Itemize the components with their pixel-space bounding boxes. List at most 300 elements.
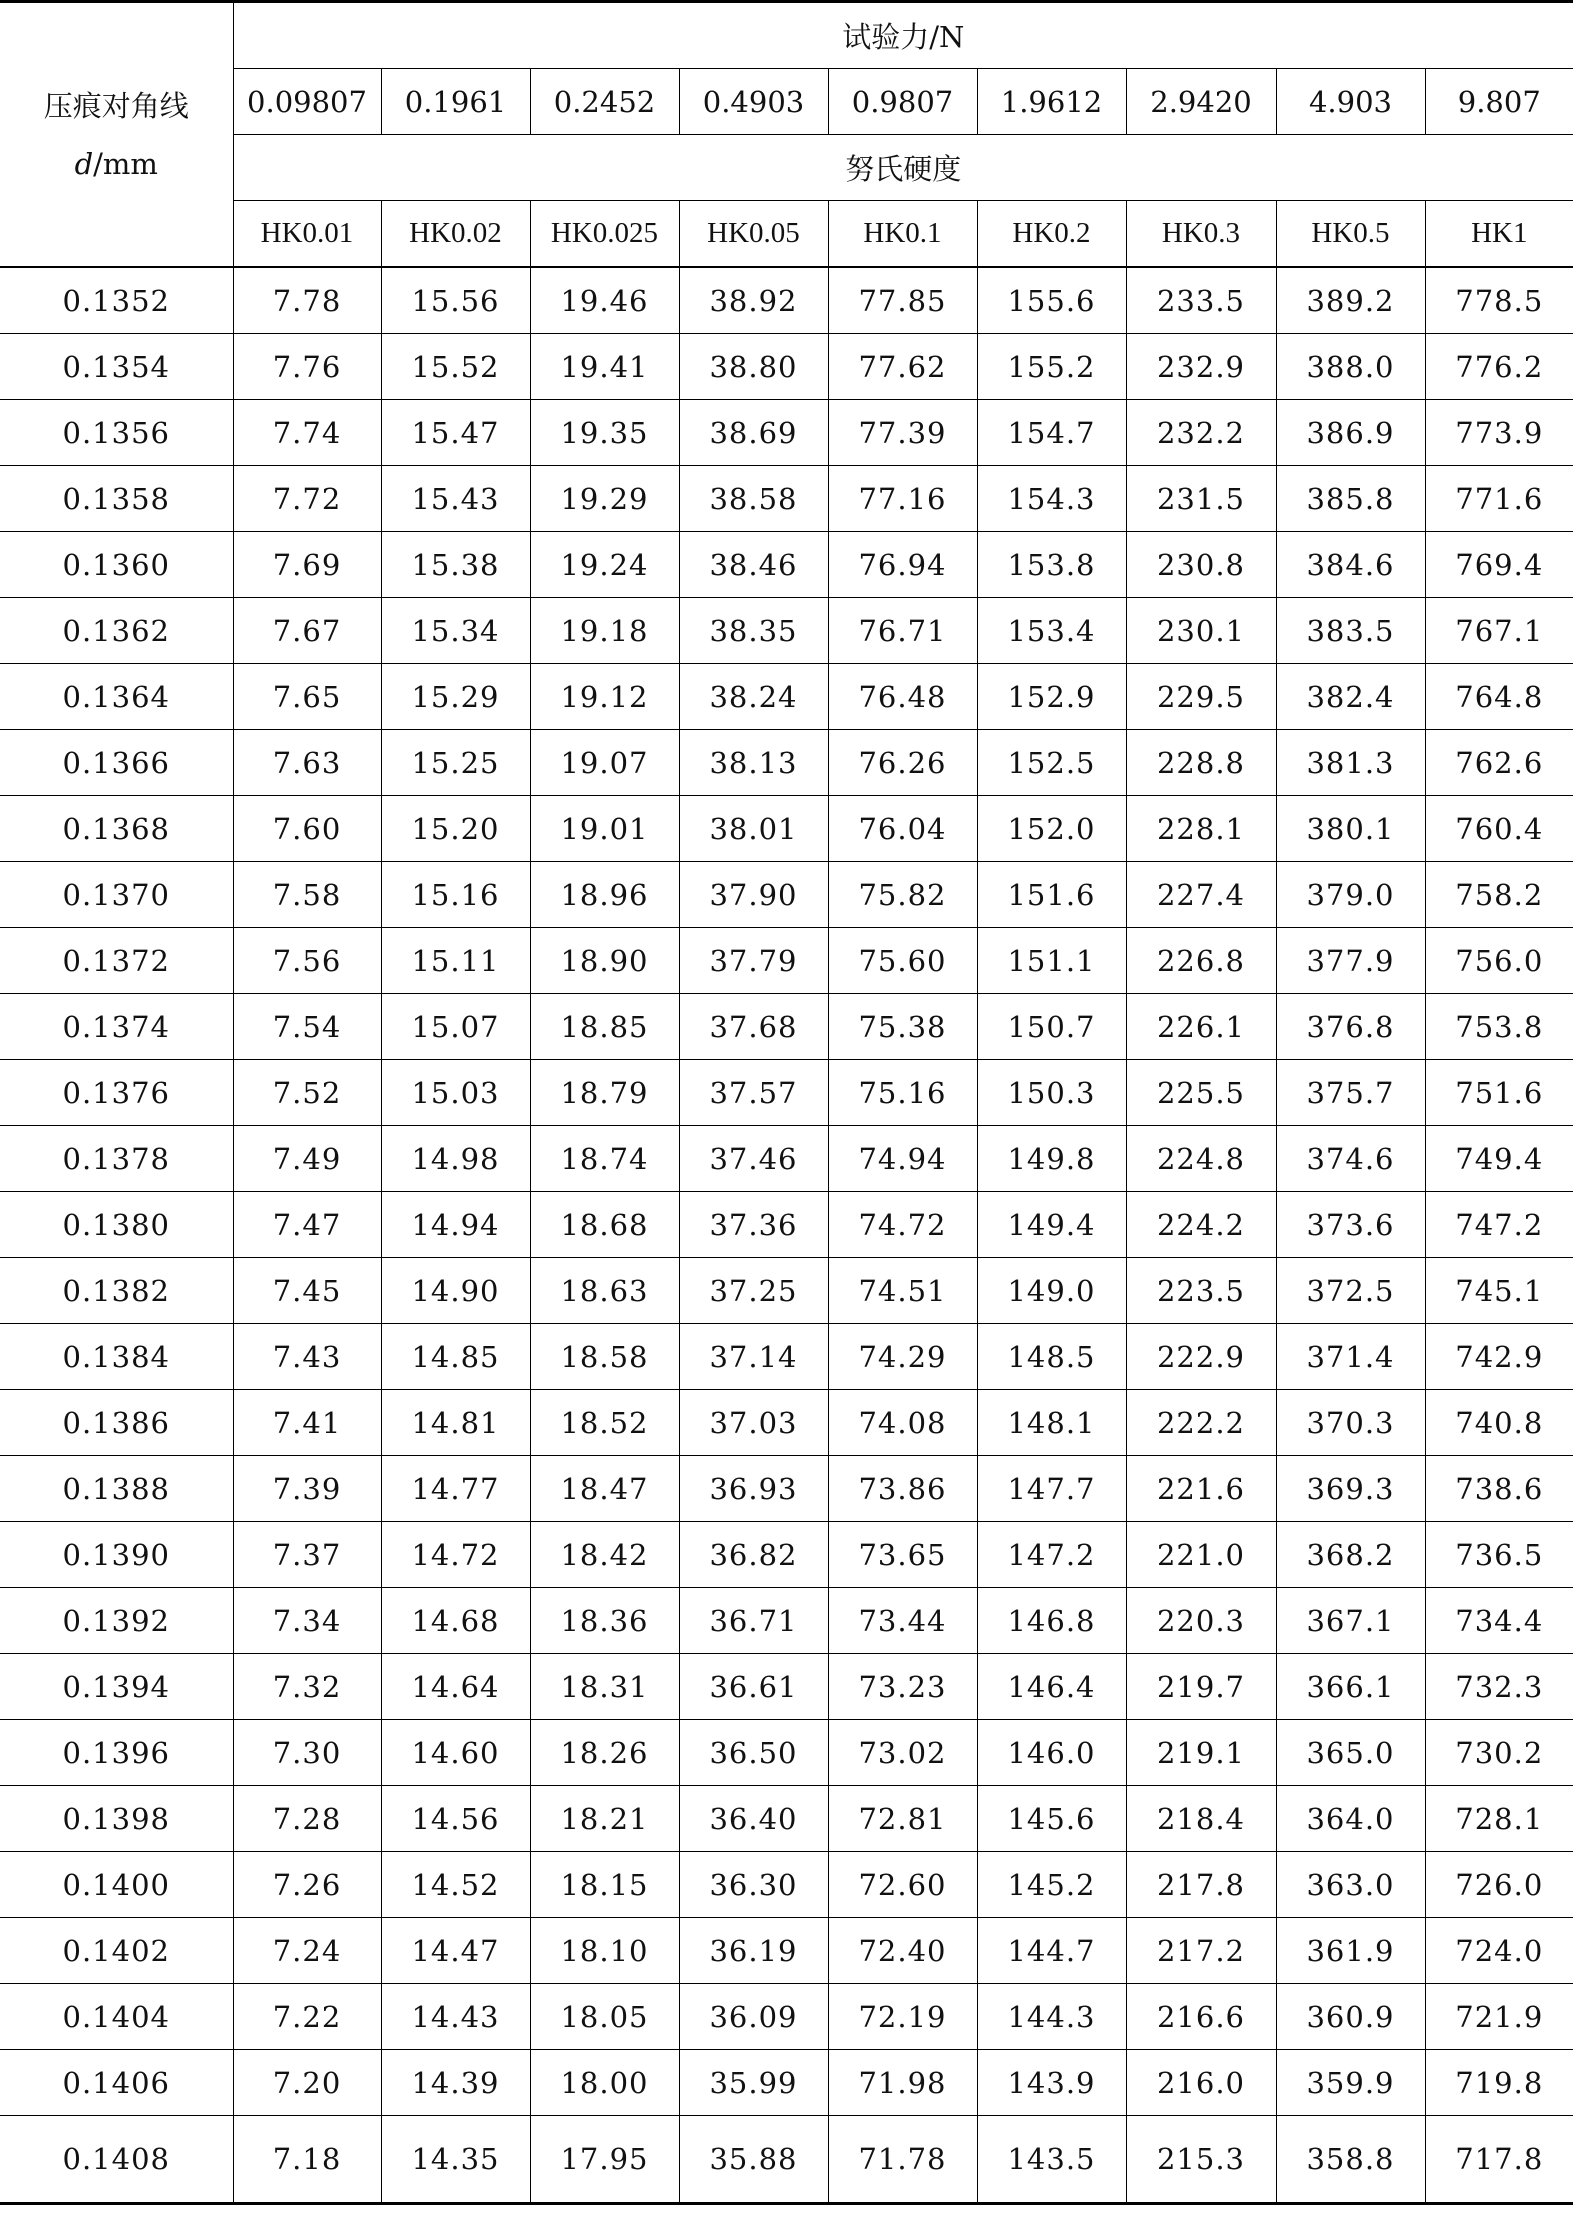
scale-cell: HK0.5 (1276, 201, 1425, 268)
hardness-cell: 230.8 (1126, 532, 1276, 598)
hardness-cell: 14.77 (381, 1456, 530, 1522)
hardness-cell: 15.29 (381, 664, 530, 730)
hardness-cell: 37.03 (679, 1390, 828, 1456)
hardness-cell: 146.0 (977, 1720, 1126, 1786)
header-row-hardness-title (0, 135, 1573, 201)
hardness-cell: 7.34 (233, 1588, 381, 1654)
hardness-cell: 18.05 (530, 1984, 679, 2050)
table-row (0, 1918, 1573, 1984)
hardness-cell: 7.56 (233, 928, 381, 994)
table-row (0, 1126, 1573, 1192)
hardness-cell: 71.98 (828, 2050, 977, 2116)
diagonal-column-header (0, 2, 233, 268)
force-cell: 9.807 (1425, 69, 1573, 135)
hardness-cell: 382.4 (1276, 664, 1425, 730)
hardness-cell: 7.18 (233, 2116, 381, 2204)
hardness-cell: 15.25 (381, 730, 530, 796)
hardness-cell: 373.6 (1276, 1192, 1425, 1258)
hardness-cell: 36.82 (679, 1522, 828, 1588)
hardness-cell: 760.4 (1425, 796, 1573, 862)
table-row (0, 1456, 1573, 1522)
hardness-cell: 7.37 (233, 1522, 381, 1588)
diagonal-cell: 0.1368 (0, 796, 233, 862)
hardness-cell: 730.2 (1425, 1720, 1573, 1786)
hardness-cell: 18.42 (530, 1522, 679, 1588)
hardness-cell: 771.6 (1425, 466, 1573, 532)
hardness-cell: 36.30 (679, 1852, 828, 1918)
table-row (0, 334, 1573, 400)
hardness-cell: 75.16 (828, 1060, 977, 1126)
hardness-title: 努氏硬度 (233, 135, 1573, 201)
hardness-cell: 7.45 (233, 1258, 381, 1324)
hardness-cell: 19.29 (530, 466, 679, 532)
table-row (0, 1324, 1573, 1390)
hardness-cell: 35.99 (679, 2050, 828, 2116)
hardness-cell: 150.3 (977, 1060, 1126, 1126)
table-row (0, 2050, 1573, 2116)
hardness-cell: 7.20 (233, 2050, 381, 2116)
hardness-cell: 221.6 (1126, 1456, 1276, 1522)
scale-cell: HK0.3 (1126, 201, 1276, 268)
hardness-cell: 76.94 (828, 532, 977, 598)
hardness-cell: 14.47 (381, 1918, 530, 1984)
hardness-cell: 36.19 (679, 1918, 828, 1984)
hardness-cell: 15.11 (381, 928, 530, 994)
hardness-cell: 37.90 (679, 862, 828, 928)
hardness-cell: 148.5 (977, 1324, 1126, 1390)
hardness-cell: 38.35 (679, 598, 828, 664)
diagonal-cell: 0.1374 (0, 994, 233, 1060)
hardness-cell: 372.5 (1276, 1258, 1425, 1324)
header-row-forces (0, 69, 1573, 135)
hardness-cell: 724.0 (1425, 1918, 1573, 1984)
hardness-cell: 154.7 (977, 400, 1126, 466)
hardness-cell: 15.03 (381, 1060, 530, 1126)
hardness-cell: 74.94 (828, 1126, 977, 1192)
hardness-cell: 226.8 (1126, 928, 1276, 994)
scale-cell: HK0.05 (679, 201, 828, 268)
hardness-cell: 18.85 (530, 994, 679, 1060)
hardness-cell: 14.98 (381, 1126, 530, 1192)
hardness-cell: 7.26 (233, 1852, 381, 1918)
hardness-cell: 147.2 (977, 1522, 1126, 1588)
hardness-cell: 224.8 (1126, 1126, 1276, 1192)
header-row-scales (0, 201, 1573, 268)
force-cell: 4.903 (1276, 69, 1425, 135)
hardness-cell: 74.29 (828, 1324, 977, 1390)
hardness-cell: 152.5 (977, 730, 1126, 796)
hardness-cell: 71.78 (828, 2116, 977, 2204)
hardness-cell: 77.85 (828, 267, 977, 334)
hardness-cell: 14.64 (381, 1654, 530, 1720)
hardness-cell: 769.4 (1425, 532, 1573, 598)
hardness-cell: 227.4 (1126, 862, 1276, 928)
hardness-cell: 221.0 (1126, 1522, 1276, 1588)
hardness-cell: 38.01 (679, 796, 828, 862)
hardness-cell: 18.26 (530, 1720, 679, 1786)
diagonal-cell: 0.1382 (0, 1258, 233, 1324)
hardness-cell: 216.0 (1126, 2050, 1276, 2116)
hardness-cell: 15.38 (381, 532, 530, 598)
hardness-cell: 38.69 (679, 400, 828, 466)
hardness-cell: 144.7 (977, 1918, 1126, 1984)
diagonal-cell: 0.1362 (0, 598, 233, 664)
diagonal-cell: 0.1372 (0, 928, 233, 994)
hardness-cell: 14.52 (381, 1852, 530, 1918)
force-cell: 0.09807 (233, 69, 381, 135)
hardness-cell: 18.74 (530, 1126, 679, 1192)
table-row (0, 1786, 1573, 1852)
diagonal-cell: 0.1378 (0, 1126, 233, 1192)
hardness-cell: 383.5 (1276, 598, 1425, 664)
hardness-cell: 220.3 (1126, 1588, 1276, 1654)
hardness-cell: 38.92 (679, 267, 828, 334)
hardness-cell: 7.39 (233, 1456, 381, 1522)
hardness-cell: 14.56 (381, 1786, 530, 1852)
force-cell: 0.1961 (381, 69, 530, 135)
hardness-cell: 72.60 (828, 1852, 977, 1918)
hardness-cell: 15.52 (381, 334, 530, 400)
hardness-cell: 377.9 (1276, 928, 1425, 994)
hardness-cell: 37.14 (679, 1324, 828, 1390)
table-row (0, 1192, 1573, 1258)
table-row (0, 1258, 1573, 1324)
hardness-cell: 7.60 (233, 796, 381, 862)
hardness-cell: 773.9 (1425, 400, 1573, 466)
hardness-cell: 153.8 (977, 532, 1126, 598)
hardness-cell: 72.81 (828, 1786, 977, 1852)
force-cell: 0.9807 (828, 69, 977, 135)
hardness-cell: 388.0 (1276, 334, 1425, 400)
hardness-cell: 18.52 (530, 1390, 679, 1456)
hardness-cell: 18.63 (530, 1258, 679, 1324)
hardness-cell: 7.47 (233, 1192, 381, 1258)
hardness-cell: 376.8 (1276, 994, 1425, 1060)
hardness-cell: 7.69 (233, 532, 381, 598)
hardness-cell: 7.58 (233, 862, 381, 928)
hardness-cell: 379.0 (1276, 862, 1425, 928)
hardness-cell: 72.40 (828, 1918, 977, 1984)
hardness-cell: 228.1 (1126, 796, 1276, 862)
hardness-cell: 15.16 (381, 862, 530, 928)
table-row (0, 1390, 1573, 1456)
hardness-cell: 14.60 (381, 1720, 530, 1786)
hardness-cell: 19.46 (530, 267, 679, 334)
hardness-cell: 73.44 (828, 1588, 977, 1654)
hardness-cell: 150.7 (977, 994, 1126, 1060)
hardness-cell: 14.81 (381, 1390, 530, 1456)
hardness-cell: 18.31 (530, 1654, 679, 1720)
hardness-cell: 14.43 (381, 1984, 530, 2050)
hardness-cell: 231.5 (1126, 466, 1276, 532)
hardness-cell: 14.90 (381, 1258, 530, 1324)
hardness-cell: 218.4 (1126, 1786, 1276, 1852)
hardness-cell: 37.68 (679, 994, 828, 1060)
hardness-cell: 232.9 (1126, 334, 1276, 400)
hardness-cell: 728.1 (1425, 1786, 1573, 1852)
hardness-cell: 18.15 (530, 1852, 679, 1918)
table-row (0, 862, 1573, 928)
hardness-cell: 149.0 (977, 1258, 1126, 1324)
hardness-cell: 14.68 (381, 1588, 530, 1654)
hardness-cell: 37.79 (679, 928, 828, 994)
hardness-cell: 37.36 (679, 1192, 828, 1258)
hardness-cell: 145.6 (977, 1786, 1126, 1852)
hardness-cell: 384.6 (1276, 532, 1425, 598)
hardness-cell: 7.24 (233, 1918, 381, 1984)
hardness-cell: 38.24 (679, 664, 828, 730)
hardness-cell: 385.8 (1276, 466, 1425, 532)
hardness-cell: 371.4 (1276, 1324, 1425, 1390)
hardness-cell: 36.71 (679, 1588, 828, 1654)
table-row (0, 466, 1573, 532)
hardness-cell: 721.9 (1425, 1984, 1573, 2050)
diagonal-cell: 0.1390 (0, 1522, 233, 1588)
hardness-cell: 75.60 (828, 928, 977, 994)
hardness-cell: 222.2 (1126, 1390, 1276, 1456)
hardness-cell: 146.8 (977, 1588, 1126, 1654)
hardness-cell: 7.74 (233, 400, 381, 466)
hardness-cell: 73.23 (828, 1654, 977, 1720)
hardness-cell: 147.7 (977, 1456, 1126, 1522)
hardness-cell: 7.67 (233, 598, 381, 664)
hardness-cell: 216.6 (1126, 1984, 1276, 2050)
hardness-cell: 38.58 (679, 466, 828, 532)
diagonal-cell: 0.1406 (0, 2050, 233, 2116)
hardness-cell: 149.8 (977, 1126, 1126, 1192)
hardness-cell: 19.24 (530, 532, 679, 598)
hardness-cell: 358.8 (1276, 2116, 1425, 2204)
force-cell: 1.9612 (977, 69, 1126, 135)
hardness-cell: 151.6 (977, 862, 1126, 928)
hardness-cell: 18.00 (530, 2050, 679, 2116)
diagonal-unit-variable: d (74, 146, 94, 181)
hardness-cell: 18.68 (530, 1192, 679, 1258)
table-row (0, 1654, 1573, 1720)
hardness-cell: 17.95 (530, 2116, 679, 2204)
hardness-cell: 7.54 (233, 994, 381, 1060)
diagonal-cell: 0.1364 (0, 664, 233, 730)
force-cell: 0.2452 (530, 69, 679, 135)
hardness-cell: 19.18 (530, 598, 679, 664)
hardness-cell: 36.40 (679, 1786, 828, 1852)
hardness-cell: 374.6 (1276, 1126, 1425, 1192)
hardness-cell: 717.8 (1425, 2116, 1573, 2204)
diagonal-cell: 0.1402 (0, 1918, 233, 1984)
hardness-cell: 740.8 (1425, 1390, 1573, 1456)
hardness-cell: 152.9 (977, 664, 1126, 730)
diagonal-cell: 0.1386 (0, 1390, 233, 1456)
hardness-cell: 18.90 (530, 928, 679, 994)
hardness-cell: 18.21 (530, 1786, 679, 1852)
hardness-cell: 36.93 (679, 1456, 828, 1522)
hardness-cell: 222.9 (1126, 1324, 1276, 1390)
hardness-cell: 38.13 (679, 730, 828, 796)
hardness-cell: 155.6 (977, 267, 1126, 334)
hardness-cell: 367.1 (1276, 1588, 1425, 1654)
table-row (0, 730, 1573, 796)
hardness-cell: 77.16 (828, 466, 977, 532)
hardness-cell: 215.3 (1126, 2116, 1276, 2204)
table-row (0, 1852, 1573, 1918)
hardness-cell: 36.09 (679, 1984, 828, 2050)
hardness-cell: 144.3 (977, 1984, 1126, 2050)
diagonal-cell: 0.1352 (0, 267, 233, 334)
hardness-cell: 764.8 (1425, 664, 1573, 730)
hardness-cell: 36.61 (679, 1654, 828, 1720)
hardness-cell: 758.2 (1425, 862, 1573, 928)
hardness-cell: 76.48 (828, 664, 977, 730)
hardness-cell: 736.5 (1425, 1522, 1573, 1588)
hardness-cell: 18.96 (530, 862, 679, 928)
hardness-cell: 18.58 (530, 1324, 679, 1390)
diagonal-cell: 0.1392 (0, 1588, 233, 1654)
hardness-cell: 14.85 (381, 1324, 530, 1390)
hardness-cell: 726.0 (1425, 1852, 1573, 1918)
table-row (0, 994, 1573, 1060)
hardness-cell: 154.3 (977, 466, 1126, 532)
table-row (0, 1522, 1573, 1588)
hardness-cell: 37.46 (679, 1126, 828, 1192)
hardness-cell: 756.0 (1425, 928, 1573, 994)
diagonal-label: 压痕对角线 (43, 88, 189, 123)
hardness-cell: 361.9 (1276, 1918, 1425, 1984)
hardness-cell: 37.57 (679, 1060, 828, 1126)
hardness-cell: 226.1 (1126, 994, 1276, 1060)
scale-cell: HK0.2 (977, 201, 1126, 268)
hardness-cell: 74.08 (828, 1390, 977, 1456)
hardness-cell: 368.2 (1276, 1522, 1425, 1588)
diagonal-cell: 0.1394 (0, 1654, 233, 1720)
diagonal-cell: 0.1404 (0, 1984, 233, 2050)
hardness-cell: 7.22 (233, 1984, 381, 2050)
hardness-cell: 152.0 (977, 796, 1126, 862)
hardness-cell: 15.43 (381, 466, 530, 532)
hardness-cell: 742.9 (1425, 1324, 1573, 1390)
hardness-cell: 74.72 (828, 1192, 977, 1258)
hardness-cell: 18.47 (530, 1456, 679, 1522)
hardness-cell: 73.65 (828, 1522, 977, 1588)
hardness-cell: 745.1 (1425, 1258, 1573, 1324)
hardness-cell: 229.5 (1126, 664, 1276, 730)
table-row (0, 2116, 1573, 2204)
hardness-cell: 153.4 (977, 598, 1126, 664)
table-body (0, 267, 1573, 2204)
hardness-cell: 14.72 (381, 1522, 530, 1588)
hardness-cell: 223.5 (1126, 1258, 1276, 1324)
hardness-cell: 7.78 (233, 267, 381, 334)
hardness-cell: 747.2 (1425, 1192, 1573, 1258)
hardness-cell: 389.2 (1276, 267, 1425, 334)
hardness-cell: 364.0 (1276, 1786, 1425, 1852)
hardness-cell: 77.62 (828, 334, 977, 400)
table-row (0, 1060, 1573, 1126)
hardness-cell: 15.07 (381, 994, 530, 1060)
hardness-cell: 219.7 (1126, 1654, 1276, 1720)
hardness-cell: 19.35 (530, 400, 679, 466)
diagonal-cell: 0.1354 (0, 334, 233, 400)
hardness-cell: 75.82 (828, 862, 977, 928)
diagonal-cell: 0.1398 (0, 1786, 233, 1852)
hardness-cell: 18.10 (530, 1918, 679, 1984)
hardness-cell: 719.8 (1425, 2050, 1573, 2116)
hardness-cell: 148.1 (977, 1390, 1126, 1456)
hardness-cell: 230.1 (1126, 598, 1276, 664)
table-row (0, 1720, 1573, 1786)
table-row (0, 598, 1573, 664)
hardness-cell: 18.36 (530, 1588, 679, 1654)
hardness-cell: 14.94 (381, 1192, 530, 1258)
hardness-cell: 73.86 (828, 1456, 977, 1522)
hardness-cell: 7.49 (233, 1126, 381, 1192)
hardness-cell: 15.20 (381, 796, 530, 862)
hardness-cell: 77.39 (828, 400, 977, 466)
hardness-cell: 778.5 (1425, 267, 1573, 334)
hardness-cell: 19.01 (530, 796, 679, 862)
hardness-cell: 143.9 (977, 2050, 1126, 2116)
hardness-cell: 375.7 (1276, 1060, 1425, 1126)
hardness-cell: 225.5 (1126, 1060, 1276, 1126)
hardness-cell: 732.3 (1425, 1654, 1573, 1720)
hardness-cell: 75.38 (828, 994, 977, 1060)
table-header (0, 2, 1573, 268)
hardness-cell: 38.80 (679, 334, 828, 400)
hardness-cell: 7.28 (233, 1786, 381, 1852)
scale-cell: HK0.02 (381, 201, 530, 268)
hardness-cell: 370.3 (1276, 1390, 1425, 1456)
hardness-cell: 7.65 (233, 664, 381, 730)
force-cell: 2.9420 (1126, 69, 1276, 135)
hardness-cell: 76.71 (828, 598, 977, 664)
hardness-cell: 360.9 (1276, 1984, 1425, 2050)
table-row (0, 1984, 1573, 2050)
hardness-cell: 7.63 (233, 730, 381, 796)
diagonal-cell: 0.1396 (0, 1720, 233, 1786)
hardness-cell: 15.34 (381, 598, 530, 664)
hardness-cell: 217.8 (1126, 1852, 1276, 1918)
diagonal-cell: 0.1370 (0, 862, 233, 928)
diagonal-cell: 0.1388 (0, 1456, 233, 1522)
hardness-cell: 37.25 (679, 1258, 828, 1324)
hardness-cell: 38.46 (679, 532, 828, 598)
hardness-cell: 143.5 (977, 2116, 1126, 2204)
test-force-title: 试验力/N (233, 2, 1573, 69)
diagonal-cell: 0.1360 (0, 532, 233, 598)
table-row (0, 796, 1573, 862)
diagonal-cell: 0.1376 (0, 1060, 233, 1126)
hardness-cell: 734.4 (1425, 1588, 1573, 1654)
hardness-cell: 224.2 (1126, 1192, 1276, 1258)
hardness-cell: 76.04 (828, 796, 977, 862)
force-cell: 0.4903 (679, 69, 828, 135)
table-row (0, 400, 1573, 466)
hardness-cell: 365.0 (1276, 1720, 1425, 1786)
diagonal-cell: 0.1400 (0, 1852, 233, 1918)
hardness-cell: 228.8 (1126, 730, 1276, 796)
hardness-cell: 7.76 (233, 334, 381, 400)
hardness-cell: 738.6 (1425, 1456, 1573, 1522)
hardness-cell: 36.50 (679, 1720, 828, 1786)
hardness-cell: 35.88 (679, 2116, 828, 2204)
hardness-cell: 15.56 (381, 267, 530, 334)
hardness-cell: 73.02 (828, 1720, 977, 1786)
scale-cell: HK0.025 (530, 201, 679, 268)
table-row (0, 267, 1573, 334)
scale-cell: HK1 (1425, 201, 1573, 268)
hardness-cell: 19.41 (530, 334, 679, 400)
hardness-cell: 380.1 (1276, 796, 1425, 862)
diagonal-cell: 0.1366 (0, 730, 233, 796)
